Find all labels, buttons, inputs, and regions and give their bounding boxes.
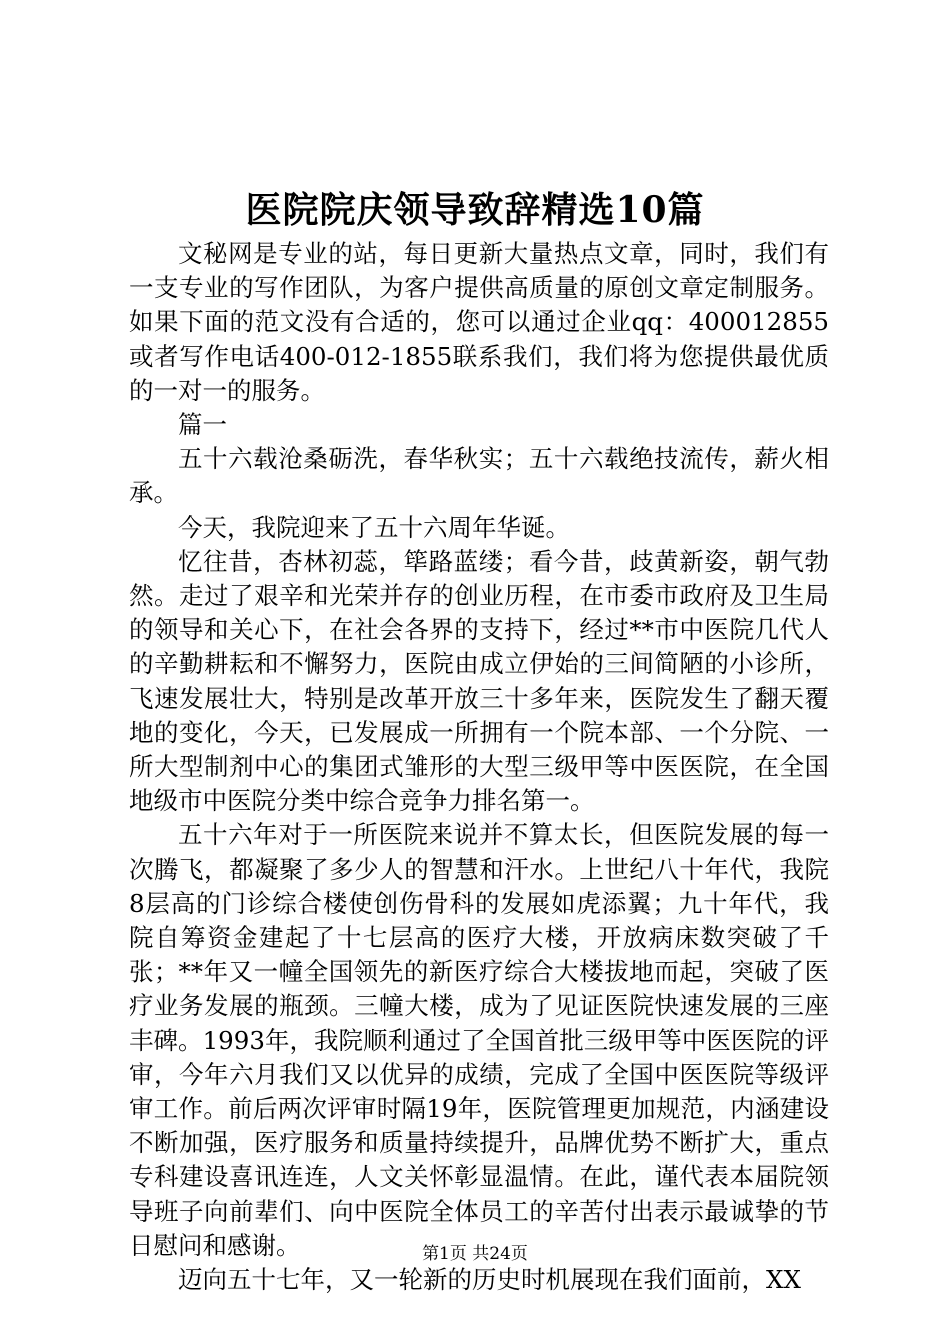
document-title: 医院院庆领导致辞精选10篇 (245, 189, 705, 231)
paragraph-section-heading: 篇一 (178, 410, 227, 440)
paragraph-intro: 文秘网是专业的站，每日更新大量热点文章，同时，我们有一支专业的写作团队，为客户提供高质量的原创文章定制服务。如果下面的范文没有合适的，您可以通过企业qq：400012855或者写作电话400-012-1855联系我们，我们将为您提供最优质的一对一的服务。 (129, 239, 829, 405)
document-body (129, 237, 829, 1297)
page-number-footer: 第1页 共24页 (422, 1244, 528, 1264)
paragraph: 今天，我院迎来了五十六周年华诞。 (178, 512, 570, 542)
paragraph: 五十六载沧桑砺洗，春华秋实；五十六载绝技流传，薪火相承。 (129, 444, 829, 508)
paragraph: 五十六年对于一所医院来说并不算太长，但医院发展的每一次腾飞，都凝聚了多少人的智慧和汗水。上世纪八十年代，我院8层高的门诊综合楼使创伤骨科的发展如虎添翼；九十年代，我院自筹资金建起了十七层高的医疗大楼，开放病床数突破了千张；**年又一幢全国领先的新医疗综合大楼拔地而起，突破了医疗业务发展的瓶颈。三幢大楼，成为了见证医院快速发展的三座丰碑。1993年，我院顺利通过了全国首批三级甲等中医医院的评审，今年六月我们又以优异的成绩，完成了全国中医医院等级评审工作。前后两次评审时隔19年，医院管理更加规范，内涵建设不断加强，医疗服务和质量持续提升，品牌优势不断扩大，重点专科建设喜讯连连，人文关怀彰显温情。在此，谨代表本届院领导班子向前辈们、向中医院全体员工的辛苦付出表示最诚挚的节日慰问和感谢。 (129, 820, 829, 1260)
paragraph: 迈向五十七年，又一轮新的历史时机展现在我们面前，XX (178, 1265, 801, 1295)
paragraph: 忆往昔，杏林初蕊，筚路蓝缕；看今昔，歧黄新姿，朝气勃然。走过了艰辛和光荣并存的创业历程，在市委市政府及卫生局的领导和关心下，在社会各界的支持下，经过**市中医院几代人的辛勤耕耘和不懈努力，医院由成立伊始的三间简陋的小诊所，飞速发展壮大，特别是改革开放三十多年来，医院发生了翻天覆地的变化，今天，已发展成一所拥有一个院本部、一个分院、一所大型制剂中心的集团式雏形的大型三级甲等中医医院，在全国地级市中医院分类中综合竞争力排名第一。 (129, 546, 829, 816)
